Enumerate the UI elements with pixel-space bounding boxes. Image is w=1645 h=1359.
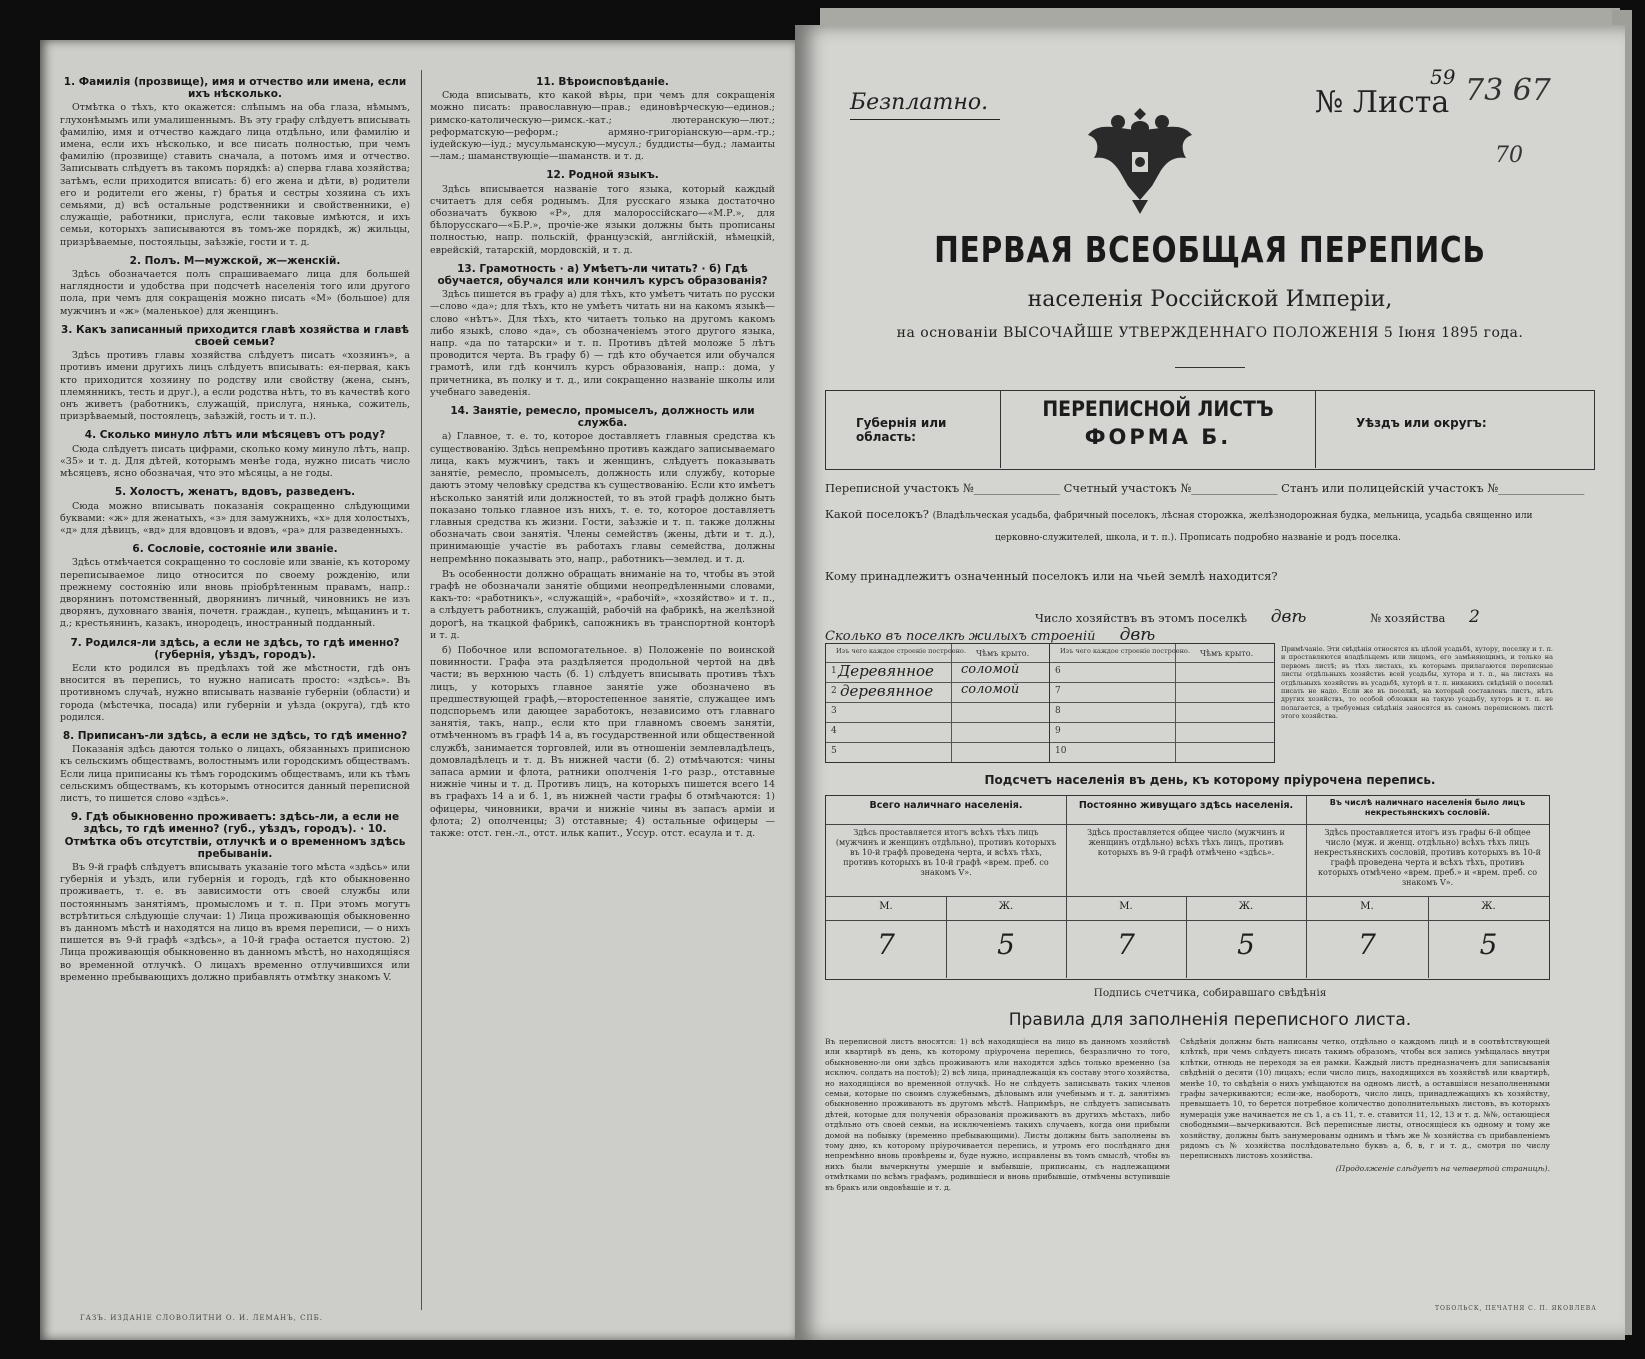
- bt-row-5: 5: [831, 746, 837, 756]
- instruction-heading: 6. Сословіе, состояніе или званіе.: [132, 543, 338, 556]
- instruction-text: а) Главное, т. е. то, которое доставляетъ главныя средства къ существованію. Здѣсь непремѣнно противъ каждаго записываемаго лица, какъ мужчинъ, такъ и женщинъ, слѣдуетъ показывать занятіе, ремесло, промыселъ, должность или службу, которые даютъ этому человѣку средства къ существованію. Если кто имѣетъ нѣсколько занятій или должностей, то въ этой графѣ должно быть показано только главное изъ нихъ, т. е. то, которое доставляетъ главныя средства къ жизни. Гости, заѣзжіе и т. п. также должны обозначать свои занятія. Члены семействъ (жены, дѣти и т. д.), принимающіе участіе въ работахъ главы семейства, должны непремѣнно показывать это, напр., работникъ—землед. и т. д.: [430, 431, 775, 565]
- bt-row-7: 7: [1055, 686, 1061, 696]
- buildings-label: Сколько въ поселкѣ жилыхъ строеній: [825, 629, 1096, 644]
- buildings-table-left: [825, 643, 1050, 763]
- count-value-nonpeasant-m[interactable]: 7: [1358, 928, 1376, 961]
- households-label: Число хозяйствъ въ этомъ поселкѣ: [1035, 611, 1248, 625]
- count-f-3: Ж.: [1481, 901, 1496, 912]
- households-value: двѣ: [1270, 607, 1307, 627]
- settlement-question[interactable]: [825, 507, 1533, 521]
- corner-number-handwritten: 59: [1430, 65, 1456, 89]
- buildings-value: двѣ: [1119, 625, 1156, 645]
- column-divider: [421, 70, 422, 1310]
- bt-row-10: 10: [1055, 746, 1067, 756]
- buildings-table-right: [1050, 643, 1275, 763]
- instruction-text: Сюда вписывать, кто какой вѣры, при чемъ для сокращенія можно писать: православную—прав.; единовѣрческую—единов.; римско-католическую—римск.-кат.; лютеранскую—лют.; реформатскую—реформ.; армяно-григоріанскую—арм.-гр.; іудейскую—іуд.; мусульманскую—мусул.; буддисты—буд.; ламаиты—лам.; шаманствующіе—шаманств. и т. д.: [430, 90, 775, 163]
- bt-row-2: 2: [831, 686, 837, 696]
- sheet-name-box: [1001, 391, 1316, 468]
- bt-row-8: 8: [1055, 706, 1061, 716]
- instruction-text: Здѣсь обозначается полъ спрашиваемаго лица для большей наглядности и удобства при подсчетѣ населенія того или другого пола, при чемъ для сокращенія можно писать «М» (большое) для мужчинъ и «ж» (маленькое) для женщинъ.: [60, 269, 410, 317]
- instruction-heading: 1. Фамилія (прозвище), имя и отчество или имена, если ихъ нѣсколько.: [63, 76, 407, 101]
- bt-head-roof: Чѣмъ крыто.: [976, 649, 1030, 658]
- right-page: [795, 25, 1625, 1340]
- instruction-heading: 9. Гдѣ обыкновенно проживаетъ: здѣсь-ли, а если не здѣсь, то гдѣ именно? (губ., уѣздъ, городъ). · 10. Отмѣтка объ отсутствіи, отлучкѣ и о временномъ здѣсь пребываніи.: [64, 811, 406, 860]
- count-desc-permanent: Здѣсь проставляется общее число (мужчинъ и женщинъ отдѣльно) всѣхъ тѣхъ лицъ, противъ которыхъ въ 9-й графѣ отмѣчено «здѣсь».: [1087, 828, 1285, 857]
- population-count-title: Подсчетъ населенія въ день, къ которому пріурочена перепись.: [984, 773, 1436, 787]
- sheet-name-line-1: ПЕРЕПИСНОЙ ЛИСТЪ: [1042, 397, 1274, 421]
- instruction-text: Здѣсь пишется въ графу а) для тѣхъ, кто умѣетъ читать по русски—слово «да»; для тѣхъ, кто не умѣетъ читать ни на какомъ языкѣ—слово «нѣтъ». Для тѣхъ, кто читаетъ только на другомъ какомъ либо языкѣ, слово «да», съ обозначеніемъ этого другого языка, напр. «да по татарски» и т. п. Противъ дѣтей моложе 5 лѣтъ проводится черта. Въ графу б) — гдѣ кто обучается или обучался грамотѣ, или гдѣ кончилъ курсъ образованія, напр.: дома, у причетника, въ полку и т. д., или сокращенно названіе школы или учебнаго заведенія.: [430, 289, 775, 398]
- count-value-permanent-m[interactable]: 7: [1117, 928, 1135, 961]
- settlement-label: Какой поселокъ?: [825, 507, 929, 521]
- free-of-charge-label: Безплатно.: [850, 90, 989, 115]
- count-head-permanent: Постоянно живущаго здѣсь населенія.: [1078, 800, 1294, 811]
- rules-title: Правила для заполненія переписного листа.: [1008, 1010, 1412, 1030]
- settlement-hint-2: церковно-служителей, школа, и т. п.). Прописать подробно названіе и родъ поселка.: [995, 533, 1402, 543]
- bt-row-9: 9: [1055, 726, 1061, 736]
- household-number-value: 2: [1469, 607, 1480, 627]
- rules-column-b: [1180, 1037, 1550, 1227]
- settlement-note: Примѣчаніе. Эти свѣдѣнія относятся къ цѣлой усадьбѣ, хутору, поселку и т. п. и проставляются владѣльцемъ или лицомъ, его замѣняющимъ, и только на первомъ листѣ; въ тѣхъ листахъ, къ которымъ прилагаются переписные листы отдѣльныхъ хозяйствъ всей усадьбы, хутора и т. п., на листахъ на отдѣльныхъ хозяйствъ въ усадьбѣ, хуторѣ и т. п. никакихъ свѣдѣній о поселкѣ писать не надо. Если же въ поселкѣ, на который составленъ листъ, нѣтъ других хозяйствъ, то особой обложки на такую усадьбу, хуторъ и т. п. не полагается, а требуемыя свѣдѣнія заносятся въ самомъ переписномъ листѣ этого хозяйства.: [1281, 645, 1553, 721]
- sheet-number-handwritten: 73 67: [1465, 73, 1551, 108]
- bt-row-4: 4: [831, 726, 837, 736]
- count-value-total-f[interactable]: 5: [997, 928, 1015, 961]
- buildings-count-line[interactable]: [825, 625, 1155, 645]
- bt-row-6: 6: [1055, 666, 1061, 676]
- printer-imprint: ТОБОЛЬСК, ПЕЧАТНЯ С. П. ЯКОВЛЕВА: [1435, 1305, 1597, 1312]
- left-page-footer: ГАЗЪ. ИЗДАНІЕ СЛОВОЛИТНИ О. И. ЛЕМАНЪ, СПБ.: [80, 1314, 323, 1322]
- sheet-number-label: № Листа: [1315, 85, 1450, 120]
- bt-hand-roof-1: соломой: [961, 662, 1020, 677]
- rules-column-b-text: Свѣдѣнія должны быть написаны четко, отдѣльно о каждомъ лицѣ и в соотвѣтствующей клѣткѣ, при чемъ слѣдуетъ писать такимъ образомъ, чтобы вся запись умѣщалась внутри клѣтки, отнюдь не переходя за ея рамки. Каждый листъ предназначенъ для записыванія свѣдѣній о десяти (10) лицахъ; если число лицъ, находящихся въ хозяйствѣ или квартирѣ, менѣе 10, то свѣдѣнія о нихъ умѣщаются на одномъ листѣ, а оставшіяся незаполненными графы зачеркиваются; если-же, наоборотъ, число лицъ, принадлежащихъ къ хозяйству, превышаетъ 10, то берется потребное количество дополнительныхъ листовъ, въ которыхъ нумерація уже начинается не съ 1, а съ 11, т. е. ставится 11, 12, 13 и т. д. №№, остающіеся свободными—вычеркиваются. Всѣ переписные листы, относящіеся къ одному и тому же хозяйству, должны быть занумерованы однимъ и тѣмъ же № хозяйства съ прибавленіемъ рядомъ съ № хозяйства послѣдовательно буквъ а, б, в, г и т. д., смотря по числу переписныхъ листовъ хозяйства.: [1180, 1037, 1550, 1161]
- instruction-heading: 11. Вѣроисповѣданіе.: [536, 76, 669, 88]
- count-m-2: М.: [1119, 901, 1133, 912]
- instruction-text: Въ особенности должно обращать вниманіе на то, чтобы въ этой графѣ не обозначали занятіе общими неопредѣленными словами, какъ-то: «работникъ», «служащій», «рабочій», «хозяйство» и т. п., а слѣдуетъ работникъ, служащій, рабочій на фабрикѣ, на желѣзной дорогѣ, на ткацкой фабрикѣ, сапожникъ въ транспортной конторѣ и т. д.: [430, 568, 775, 641]
- instruction-heading: 5. Холостъ, женатъ, вдовъ, разведенъ.: [114, 486, 356, 499]
- form-header-boxes: [825, 390, 1595, 470]
- count-head-nonpeasant: Въ числѣ наличнаго населенія было лицъ некрестьянскихъ сословій.: [1329, 798, 1526, 817]
- rules-continuation-note: (Продолженіе слѣдуетъ на четвертой страницѣ).: [1335, 1163, 1550, 1173]
- instruction-text: Въ 9-й графѣ слѣдуетъ вписывать указаніе того мѣста «здѣсь» или губернія и уѣздъ, или губернія и городъ, гдѣ кто обыкновенно проживаетъ, т. е. въ зависимости отъ своей службы или постояннымъ занятіямъ, промысломъ и т. п. При этомъ могутъ встрѣтиться слѣдующіе случаи: 1) Лица проживающія обыкновенно въ данномъ мѣстѣ и находятся на лицо въ время переписи, — о нихъ пишется въ 9-й графѣ «здѣсь», а 10-й графа остается пустою. 2) Лица проживающія обыкновенно въ данномъ мѣстѣ, но находящіяся во временной отлучкѣ. О лицахъ временно отлучившихся или временно пребывающихъ должно прибавлять отмѣтку знакомъ V.: [60, 861, 410, 983]
- instruction-text: Если кто родился въ предѣлахъ той же мѣстности, гдѣ онъ вносится въ перепись, то нужно написать просто: «здѣсь». Въ противномъ случаѣ, нужно вписывать названіе губерніи (области) и города (мѣстечка, посада) или губерніи и уѣзда (округа), гдѣ кто родился.: [60, 662, 410, 723]
- instruction-heading: 13. Грамотность · а) Умѣетъ-ли читать? · б) Гдѣ обучается, обучался или кончилъ курсъ образованія?: [437, 262, 768, 288]
- double-headed-eagle-emblem-icon: [1080, 100, 1200, 220]
- sheet-number-handwritten-2: 70: [1495, 143, 1523, 168]
- census-subtitle: населенія Россійской Имперіи,: [1027, 287, 1393, 312]
- households-count-line[interactable]: [1035, 607, 1480, 627]
- count-desc-total: Здѣсь проставляется итогъ всѣхъ тѣхъ лицъ (мужчинъ и женщинъ отдѣльно), противъ которыхъ въ 10-й графѣ проведена черта, и всѣхъ тѣхъ, противъ которыхъ въ 10-й графѣ «врем. преб. со знакомъ V».: [835, 828, 1057, 877]
- population-count-table: [825, 795, 1550, 980]
- census-title: ПЕРВАЯ ВСЕОБЩАЯ ПЕРЕПИСЬ: [934, 230, 1486, 271]
- instruction-heading: 14. Занятіе, ремесло, промыселъ, должность или служба.: [450, 405, 755, 430]
- sheet-name-line-2: ФОРМА Б.: [1084, 425, 1232, 449]
- count-value-nonpeasant-f[interactable]: 5: [1479, 928, 1498, 961]
- instruction-text: Сюда слѣдуетъ писать цифрами, сколько кому минуло лѣтъ, напр. «35» и т. д. Для дѣтей, которымъ менѣе года, нужно писать число мѣсяцевъ, ясно обозначая, что это мѣсяцы, а не годы.: [60, 443, 410, 480]
- instructions-column-b: [430, 70, 775, 1320]
- count-value-permanent-f[interactable]: 5: [1237, 928, 1255, 961]
- bt-head-roof-r: Чѣмъ крыто.: [1200, 649, 1254, 658]
- free-label-underline: [850, 119, 1000, 120]
- instruction-heading: 8. Приписанъ-ли здѣсь, а если не здѣсь, то гдѣ именно?: [62, 729, 408, 742]
- census-legal-basis: на основаніи ВЫСОЧАЙШЕ УТВЕРЖДЕННАГО ПОЛОЖЕНІЯ 5 Іюня 1895 года.: [896, 325, 1524, 341]
- count-m-3: М.: [1360, 901, 1374, 912]
- instruction-text: Отмѣтка о тѣхъ, кто окажется: слѣпымъ на оба глаза, нѣмымъ, глухонѣмымъ или умалишеннымъ. Въ эту графу слѣдуетъ вписывать фамилію, имя и отчество каждаго лица отдѣльно, или фамилію и имена, если ихъ нѣсколько, и все писать полностью, при чемъ фамилію (прозвище) ставить сначала, а потомъ имя и отчество. Записывать слѣдуетъ въ такомъ порядкѣ: а) сперва глава хозяйства; затѣмъ, если приходится вписать: б) его жена и дѣти, в) родители его и родители его жены, г) братья и сестры хозяина съ ихъ семьями, д) всѣ остальные родственники и свойственники, е) служащіе, работники, прислуга, если таковые имѣются, и ихъ семьи, которыхъ записываются въ томъ-же порядкѣ, ж) жильцы, призрѣваемые, постояльцы, заѣзжіе, гости и т. д.: [60, 102, 410, 248]
- instruction-text: Здѣсь вписывается названіе того языка, который каждый считаетъ для себя роднымъ. Для русскаго языка достаточно обозначатъ буквою «Р», для малороссійскаго—«М.Р.», для бѣлорусскаго—«Б.Р.», прочіе-же языки должны быть прописаны полностью, напр. польскій, французскій, англійскій, нѣмецкій, еврейскій, татарскій, мордовскій, и т. д.: [430, 183, 775, 256]
- household-number-label: № хозяйства: [1370, 611, 1446, 625]
- count-f-1: Ж.: [998, 901, 1014, 912]
- bt-head-material-r: Изъ чего каждое строеніе построено.: [1060, 647, 1190, 655]
- gubernia-field[interactable]: Губернія или область:: [826, 391, 1001, 468]
- instruction-text: Здѣсь противъ главы хозяйства слѣдуетъ писать «хозяинъ», а противъ имени другихъ лицъ слѣдуетъ вписывать: ея-первая, какъ кто приходится хозяину по родству или свойству (жена, сынъ, племянникъ, тесть и друг.), а если родства нѣтъ, то въ качествѣ кого онъ живетъ (работникъ, служащій, прислуга, нянька, сожитель, призрѣваемый, постоялецъ, заѣзжій, гость и т. п.).: [60, 350, 410, 423]
- count-f-2: Ж.: [1238, 901, 1254, 912]
- instruction-heading: 3. Какъ записанный приходится главѣ хозяйства и главѣ своей семьи?: [61, 323, 409, 349]
- instructions-column-a: [60, 70, 410, 1320]
- instruction-heading: 7. Родился-ли здѣсь, а если не здѣсь, то гдѣ именно? (губернія, уѣздъ, городъ).: [70, 636, 400, 661]
- count-desc-nonpeasant: Здѣсь проставляется итогъ изъ графы 6-й общее число (муж. и женщ. отдѣльно) всѣхъ тѣхъ лицъ некрестьянскихъ сословій, противъ которыхъ въ 10-й графѣ проведена черта и всѣхъ тѣхъ, противъ которыхъ отмѣчено «врем. преб.» и «врем. преб. со знакомъ V».: [1314, 828, 1541, 887]
- left-page: [40, 40, 795, 1340]
- title-rule: [1175, 367, 1245, 368]
- bt-head-material: Изъ чего каждое строеніе построено.: [836, 647, 966, 655]
- instruction-text: б) Побочное или вспомогательное. в) Положеніе по воинской повинности. Графа эта раздѣляется продольной чертой на двѣ части; въ верхнюю часть (б. 1) слѣдуетъ вписывать противъ тѣхъ лицъ, у которыхъ главное занятіе уже обозначено въ предшествующей графѣ,—второстепенное занятіе, служащее имъ подспорьемъ или дающее заработокъ, независимо отъ главнаго занятія, такъ, напр., если кто при главномъ своемъ занятіи, отмѣченномъ въ графѣ 14 а, въ государственной или общественной службѣ, занимается торговлей, или въ отношеніи землевладѣлецъ, домовладѣлецъ и т. д. Въ нижней части (б. 2) отмѣчаются: чины запаса армии и флота, ратники ополченія 1-го разр., отставные нижніе чины и т. д. Противъ лицъ, на которыхъ пишется всего 14 въ графахъ 14 а и б. 1, въ нижней части графы б отмѣчаются: 1) офицеры, чиновники, врачи и нижніе чины въ запасъ арміи и флота; 2) ополченцы; 3) отставные; 4) остальные офицеры — также: отст. ген.-л., отст. ильк капит., Уссур. отст. есаула и т. д.: [430, 644, 775, 839]
- instruction-heading: 4. Сколько минуло лѣтъ или мѣсяцевъ отъ роду?: [84, 429, 386, 442]
- bt-hand-material-1: Деревянное: [838, 662, 934, 680]
- district-numbers-line[interactable]: Переписной участокъ №_______________ Счетный участокъ №_______________ Станъ или полицейскій участокъ №_______________: [825, 481, 1585, 495]
- count-value-total-m[interactable]: 7: [877, 928, 895, 961]
- count-head-total: Всего наличнаго населенія.: [869, 800, 1023, 811]
- instruction-text: Сюда можно вписывать показанія сокращенно слѣдующими буквами: «ж» для женатыхъ, «з» для замужнихъ, «х» для холостыхъ, «д» для дѣвицъ, «вд» для вдовцовъ и вдовъ, «ра» для разведенныхъ.: [60, 500, 410, 536]
- bt-hand-material-2: деревянное: [840, 682, 934, 700]
- uezd-field[interactable]: Уѣздъ или округъ:: [1356, 416, 1487, 430]
- bt-hand-roof-2: соломой: [961, 682, 1020, 697]
- instruction-heading: 12. Родной языкъ.: [546, 169, 659, 182]
- bt-row-1: 1: [831, 666, 837, 676]
- instruction-heading: 2. Полъ. М—мужской, ж—женскій.: [129, 254, 341, 267]
- enumerator-signature-line[interactable]: Подпись счетчика, собиравшаго свѣдѣнія: [1093, 987, 1327, 999]
- bt-row-3: 3: [831, 706, 837, 716]
- rules-column-a: Въ переписной листъ вносятся: 1) всѣ находящіеся на лицо въ данномъ хозяйствѣ или квартирѣ въ день, къ которому пріурочена перепись, безразлично то того, обыкновенно-ли они здѣсь проживаютъ или находятся здѣсь только временно (за исключ. солдатъ на постоѣ); 2) всѣ лица, принадлежащія къ составу этого хозяйства, но находящіяся во временной отлучкѣ. Но не слѣдуетъ записывать таких членов семьи, которые по своимъ служебнымъ, дѣловымъ или учебнымъ и т. д. занятіямъ обыкновенно проживаютъ въ другомъ мѣстѣ. Напримѣръ, не слѣдуетъ записывать дѣтей, которые для полученія образованія проживаютъ въ другихъ мѣстахъ, либо отдѣльно отъ своей семьи, на исключеніемъ такихъ случаевъ, когда они прибыли домой на побывку (временно пребывающими). Листы должны быть заполнены въ тому дню, къ которому пріурочивается перепись, и утромъ его послѣдняго дня непремѣнно вновь провѣрены и, буде нужно, исправлены въ томъ смыслѣ, чтобы въ нихъ были вычеркнуты умершіе и выбывшіе, приписаны, съ надлежащими отмѣтками по всѣмъ графамъ, родившіеся и вновь прибывшіе, отмѣчены вступившіе въ бракъ или овдовѣвшіе и т. д.: [825, 1037, 1170, 1192]
- settlement-hint: (Владѣльческая усадьба, фабричный поселокъ, лѣсная сторожка, желѣзнодорожная будка, мельница, усадьба священно или: [932, 511, 1533, 521]
- owner-question[interactable]: Кому принадлежитъ означенный поселокъ или на чьей землѣ находится?: [825, 569, 1278, 583]
- instruction-text: Показанія здѣсь даются только о лицахъ, обязанныхъ приписною къ сельскимъ обществамъ, волостнымъ или городскимъ обществамъ. Если лица приписаны къ тѣмъ городскимъ обществамъ, или къ тѣмъ сельскимъ обществамъ, къ которымъ относится данный переписной листъ, то пишется слово «здѣсь».: [60, 744, 410, 804]
- count-m-1: М.: [879, 901, 893, 912]
- instruction-text: Здѣсь отмѣчается сокращенно то сословіе или званіе, къ которому переписываемое лицо относится по своему рожденію, или прежнему состоянію или вновь пріобрѣтенным правамъ, напр.: дворянинъ потомственный, дворянинъ личный, чиновникъ не изъ дворянъ, духовнаго званія, почетн. граждан., купецъ, мѣщанинъ и т. д.; крестьянинъ, казакъ, инородецъ, иностранный подданный.: [60, 557, 410, 630]
